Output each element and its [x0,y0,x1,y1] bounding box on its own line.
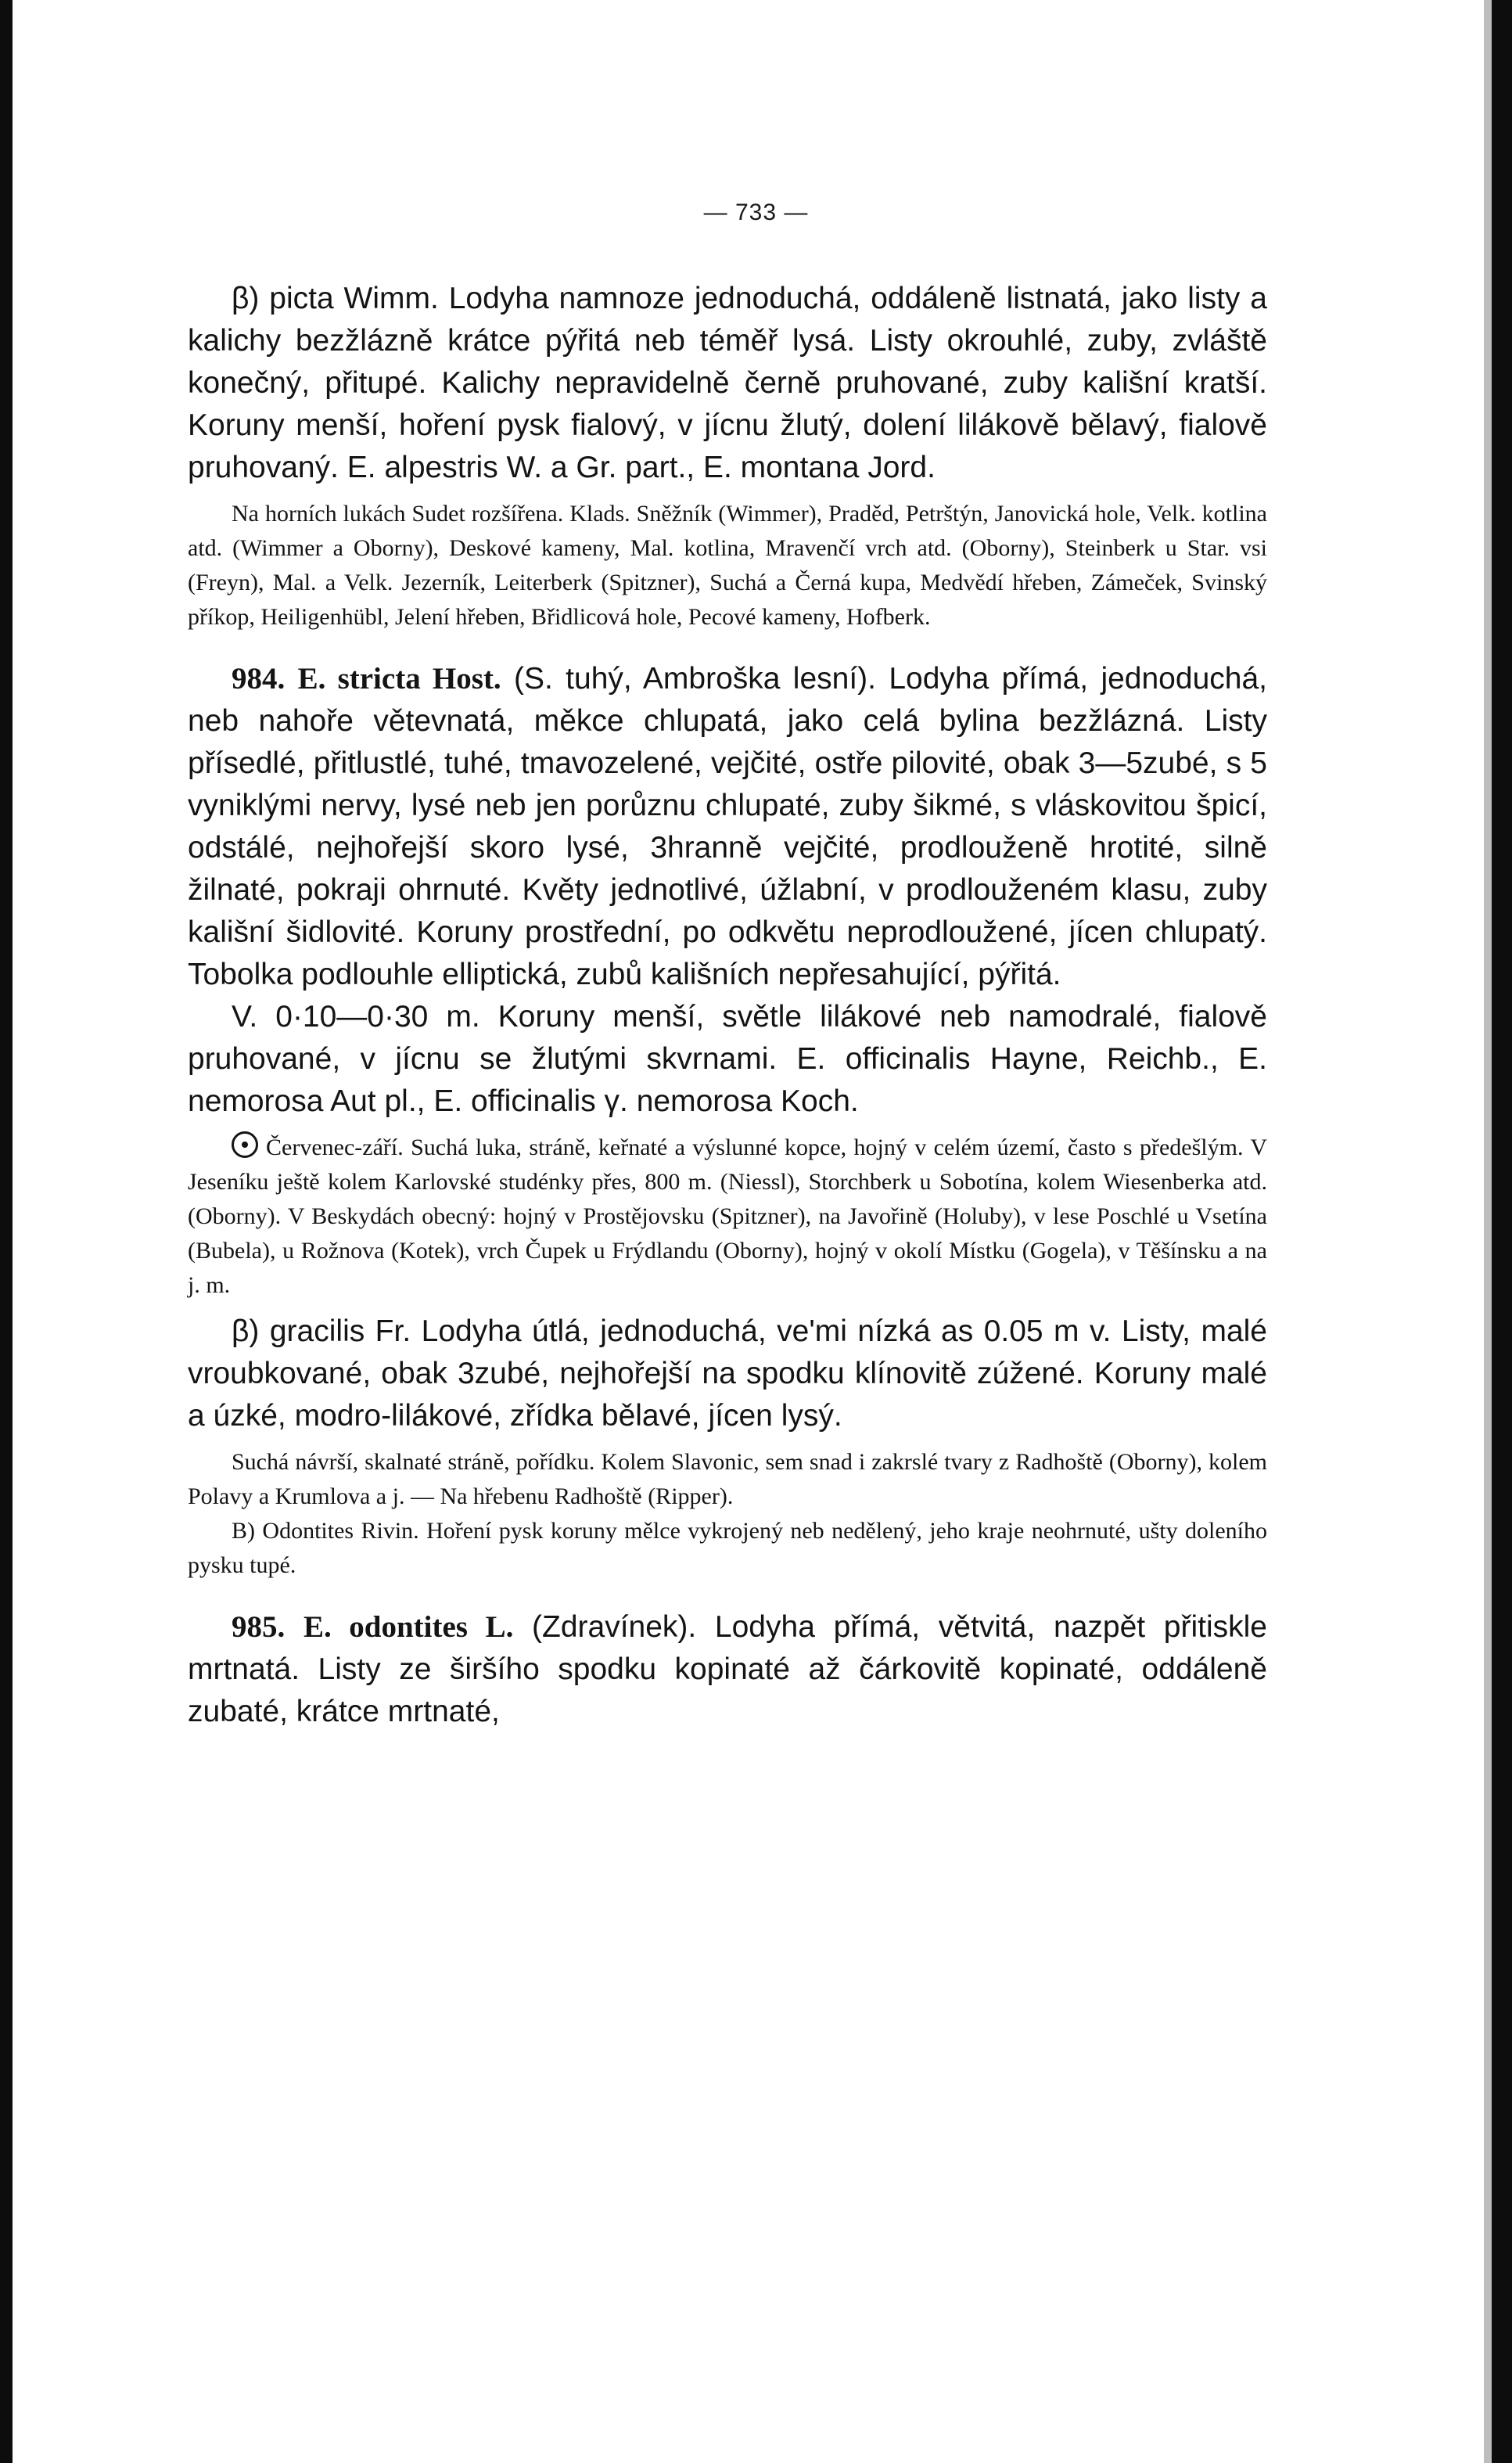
section-odontites: B) Odontites Rivin. Hoření pysk koruny mělce vykrojený neb nedělený, jeho kraje neohrnuté, ušty doleního pysku tupé. [188,1518,1267,1578]
species-985-entry [188,1606,1267,1733]
variety-gracilis-description: β) gracilis Fr. Lodyha útlá, jednoduchá, ve'mi nízká as 0.05 m v. Listy, malé vroubkované, obak 3zubé, nejhořejší na spodku klínovitě zúžené. Koruny malé a úzké, modro-lilákové, zřídka bělavé, jícen lysý. [188,1314,1267,1433]
species-985-description: (Zdravínek). Lodyha přímá, větvitá, nazpět přitiskle mrtnatá. Listy ze širšího spodku kopinaté až čárkovitě kopinaté, oddáleně zubaté, krátce mrtnaté, [188,1610,1267,1728]
scan-edge-shadow [1484,0,1492,2463]
species-984-number: 984. [232,662,286,696]
variety-picta-localities: Na horních lukách Sudet rozšířena. Klads. Sněžník (Wimmer), Praděd, Petrštýn, Janovická hole, Velk. kotlina atd. (Wimmer a Oborny), Deskové kameny, Mal. kotlina, Mravenčí vrch atd. (Oborny), Steinberk u Star. vsi (Freyn), Mal. a Velk. Jezerník, Leiterberk (Spitzner), Suchá a Černá kupa, Medvědí hřeben, Zámeček, Svinský příkop, Heiligenhübl, Jelení hřeben, Břidlicová hole, Pecové kameny, Hofberk. [188,501,1267,630]
species-984-localities [188,1131,1267,1303]
scan-edge-left [0,0,13,2463]
species-984-size: V. 0·10—0·30 m. Koruny menší, světle lilákové neb namodralé, fialově pruhované, v jícnu se žlutými skvrnami. E. officinalis Hayne, Reichb., E. nemorosa Aut pl., E. officinalis γ. nemorosa Koch. [188,1000,1267,1118]
species-985-number: 985. [232,1610,286,1644]
annual-plant-icon [232,1131,258,1158]
variety-gracilis-localities: Suchá návrší, skalnaté stráně, pořídku. Kolem Slavonic, sem snad i zakrslé tvary z Radhoště (Oborny), kolem Polavy a Krumlova a j. — Na hřebenu Radhoště (Ripper). [188,1449,1267,1509]
species-984-localities-text: Červenec-září. Suchá luka, stráně, keřnaté a výslunné kopce, hojný v celém území, často s předešlým. V Jeseníku ještě kolem Karlovské studénky přes, 800 m. (Niessl), Storchberk u Sobotína, kolem Wiesenberka atd. (Oborny). V Beskydách obecný: hojný v Prostějovsku (Spitzner), na Javořině (Holuby), v lese Poschlé u Vsetína (Bubela), u Rožnova (Kotek), vrch Čupek u Frýdlandu (Oborny), hojný v okolí Místku (Gogela), v Těšínsku a na j. m. [188,1134,1267,1298]
page-number: — 733 — [703,200,809,225]
text-column [188,278,1267,1733]
scan-edge-right [1492,0,1512,2463]
species-984-description: (S. tuhý, Ambroška lesní). Lodyha přímá, jednoduchá, neb nahoře větevnatá, měkce chlupatá, jako celá bylina bezžlázná. Listy přísedlé, přitlustlé, tuhé, tmavozelené, vejčité, ostře pilovité, obak 3—5zubé, s 5 vyniklými nervy, lysé neb jen porůznu chlupaté, zuby šikmé, s vláskovitou špicí, odstálé, nejhořejší skoro lysé, 3hranně vejčité, prodlouženě hrotité, silně žilnaté, pokraji ohrnuté. Květy jednotlivé, úžlabní, v prodlouženém klasu, zuby kališní šidlovité. Koruny prostřední, po odkvětu neprodloužené, jícen chlupatý. Tobolka podlouhle elliptická, zubů kališních nepřesahující, pýřitá. [188,662,1267,991]
species-984-name: E. stricta Host. [297,662,501,696]
variety-picta-description: β) picta Wimm. Lodyha namnoze jednoduchá, oddáleně listnatá, jako listy a kalichy bezžlázně krátce pýřitá neb téměř lysá. Listy okrouhlé, zuby, zvláště konečný, přitupé. Kalichy nepravidelně černě pruhované, zuby kališní kratší. Koruny menší, hoření pysk fialový, v jícnu žlutý, dolení lilákově bělavý, fialově pruhovaný. E. alpestris W. a Gr. part., E. montana Jord. [188,282,1267,484]
species-985-name: E. odontites L. [303,1610,514,1644]
species-984-entry [188,658,1267,996]
